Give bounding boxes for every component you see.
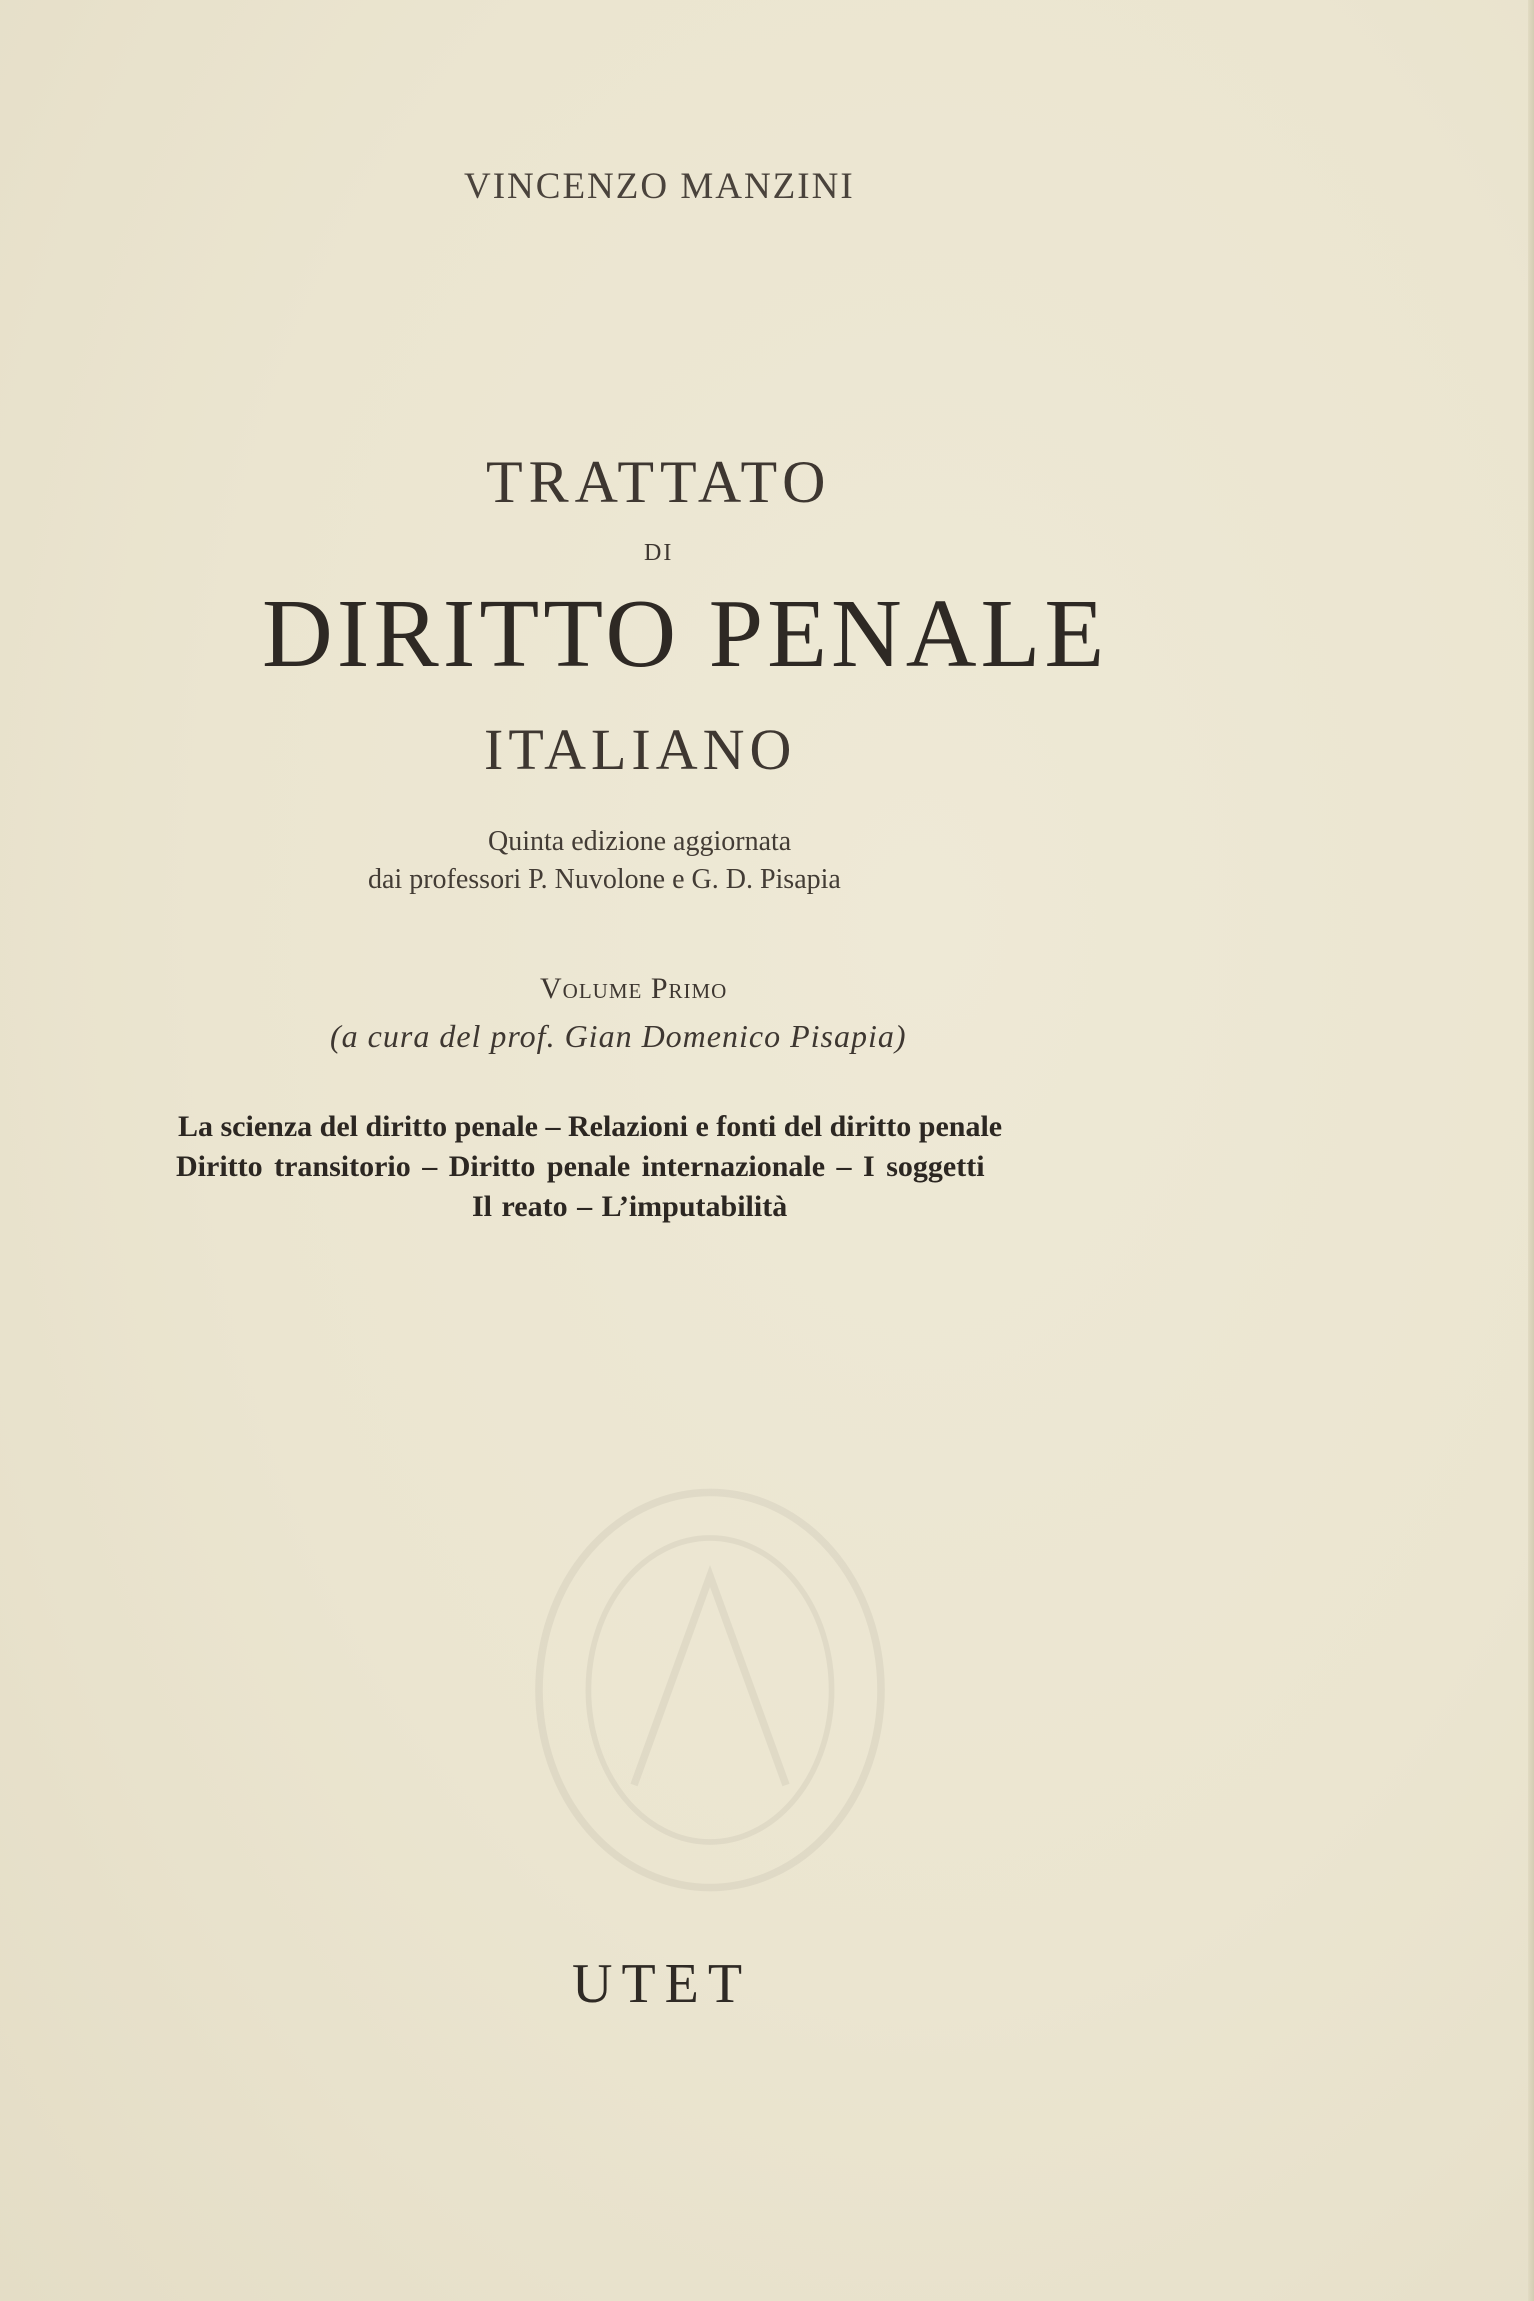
- author-name: VINCENZO MANZINI: [464, 166, 855, 207]
- title-line-trattato: TRATTATO: [486, 449, 832, 515]
- publisher-name: UTET: [572, 1953, 752, 2015]
- title-connector-di: DI: [644, 540, 674, 566]
- edition-statement: Quinta edizione aggiornata: [488, 826, 792, 857]
- contents-line: Il reato – L’imputabilità: [472, 1190, 788, 1223]
- publisher-emblem-watermark: [520, 1480, 900, 1900]
- title-main-diritto-penale: DIRITTO PENALE: [262, 580, 1109, 688]
- volume-curator: (a cura del prof. Gian Domenico Pisapia): [330, 1018, 907, 1054]
- contents-line: La scienza del diritto penale – Relazioni e fonti del diritto penale: [178, 1110, 1003, 1143]
- volume-label: Volume Primo: [540, 972, 728, 1005]
- title-line-italiano: ITALIANO: [484, 717, 797, 782]
- page-edge: [1528, 0, 1534, 2301]
- contents-line: Diritto transitorio – Diritto penale internazionale – I soggetti: [176, 1150, 985, 1183]
- edition-editors: dai professori P. Nuvolone e G. D. Pisapia: [368, 864, 841, 895]
